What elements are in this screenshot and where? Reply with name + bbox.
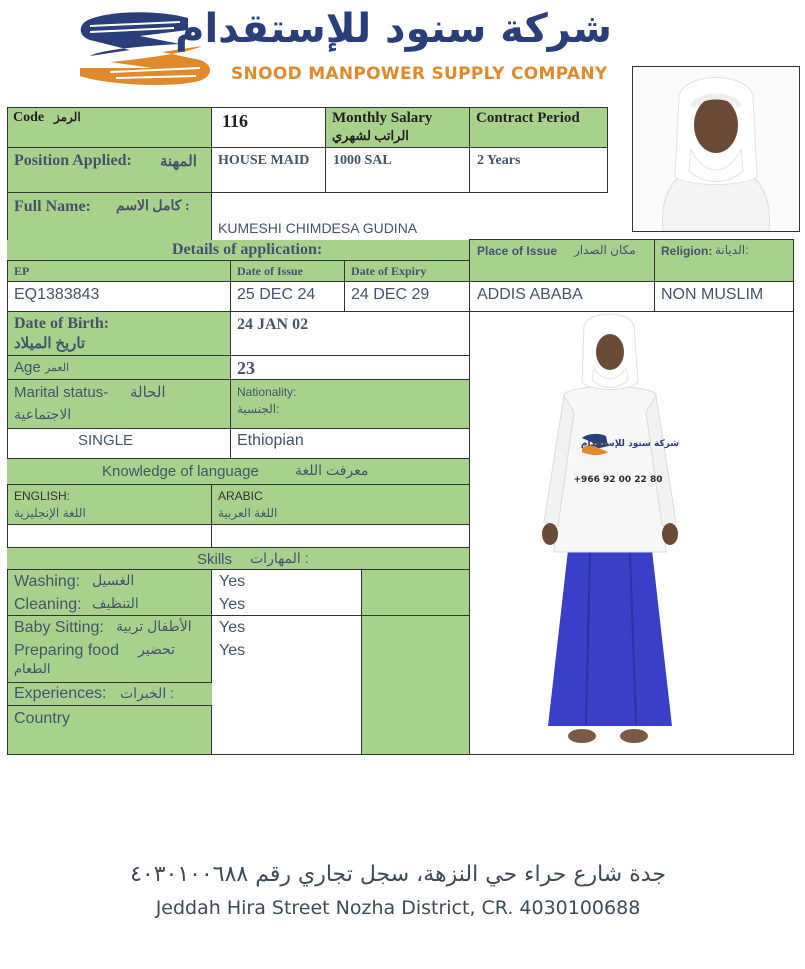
fullname-label: Full Name:	[14, 198, 91, 215]
skills-values-group-1	[211, 569, 362, 616]
fullname-value: KUMESHI CHIMDESA GUDINA	[218, 220, 418, 236]
marital-label: Marital status-	[14, 384, 109, 401]
position-value-cell	[211, 147, 326, 193]
ep-value: EQ1383843	[14, 286, 100, 303]
age-label-cell	[7, 355, 231, 380]
applicant-portrait-photo	[632, 66, 800, 232]
age-label-arabic: العمر	[45, 362, 70, 374]
skill-washing-label: Washing:	[14, 573, 81, 590]
place-label-arabic: مكان الصدار	[574, 243, 636, 257]
dob-value-cell	[230, 311, 470, 356]
nationality-label-arabic: الجنسية:	[237, 402, 280, 416]
code-label: Code	[13, 110, 45, 125]
dob-label-cell	[7, 311, 231, 356]
marital-label-arabic: الحالة	[130, 384, 166, 401]
religion-label-cell	[654, 239, 794, 282]
issue-date-label: Date of Issue	[237, 264, 303, 278]
details-title: Details of application:	[172, 241, 323, 258]
marital-value: SINGLE	[78, 432, 134, 449]
nationality-label-cell	[230, 379, 470, 429]
issue-date-label-cell	[230, 260, 345, 282]
age-label: Age	[14, 359, 41, 376]
code-label-arabic: الرمز	[54, 110, 81, 124]
period-value: 2 Years	[477, 153, 521, 168]
skill-cooking-label: Preparing food	[14, 642, 119, 659]
skills-labels-group-2	[7, 615, 212, 683]
religion-value-cell	[654, 281, 794, 312]
religion-label-arabic: الديانة:	[715, 243, 749, 257]
marital-value-cell	[7, 428, 231, 459]
experiences-title-arabic: الخبرات :	[120, 685, 174, 701]
arabic-label: ARABIC	[218, 489, 263, 503]
issue-date-value-cell	[230, 281, 345, 312]
english-label-cell	[7, 484, 212, 525]
salary-label: Monthly Salary	[332, 110, 433, 126]
ep-label: EP	[14, 264, 30, 278]
english-value-cell	[7, 524, 212, 548]
religion-value: NON MUSLIM	[661, 286, 764, 303]
fullname-label-cell	[7, 192, 212, 240]
company-name-arabic: شركة سنود للإستقدام	[175, 6, 612, 52]
skills-title-arabic: المهارات :	[250, 550, 309, 566]
place-label-cell	[469, 239, 655, 282]
position-label: Position Applied:	[14, 152, 132, 169]
skills-labels-group-1	[7, 569, 212, 616]
expiry-date-value: 24 DEC 29	[351, 286, 430, 303]
footer-address-english: Jeddah Hira Street Nozha District, CR. 4030100688	[155, 897, 641, 919]
expiry-date-label-cell	[344, 260, 470, 282]
skill-babysitting-label: Baby Sitting:	[14, 619, 104, 636]
salary-value: 1000 SAL	[333, 153, 392, 168]
skill-cleaning-label-arabic: التنظيف	[92, 595, 139, 611]
code-label-cell	[7, 107, 212, 148]
place-label: Place of Issue	[477, 244, 558, 258]
skills-values-group-2	[211, 615, 362, 755]
company-name-english: SNOOD MANPOWER SUPPLY COMPANY	[231, 64, 608, 84]
arabic-label-arabic: اللغة العربية	[218, 506, 278, 520]
code-value-cell	[211, 107, 326, 148]
language-title-bar	[7, 459, 470, 485]
skill-cooking-label-arabic: تحضير	[138, 641, 176, 657]
experiences-title: Experiences:	[14, 685, 107, 702]
skill-washing-value: Yes	[219, 573, 246, 590]
code-value: 116	[222, 111, 249, 131]
details-title-bar	[7, 240, 470, 260]
skills-title: Skills	[197, 551, 233, 568]
position-label-arabic: المهنة	[160, 154, 197, 170]
salary-value-cell	[325, 147, 470, 193]
issue-date-value: 25 DEC 24	[237, 286, 316, 303]
skill-babysitting-value: Yes	[219, 619, 246, 636]
english-label-arabic: اللغة الإنجليزية	[14, 506, 86, 520]
skill-washing-label-arabic: الغسيل	[92, 572, 135, 588]
marital-label-arabic-2: الاجتماعية	[14, 406, 72, 422]
expiry-date-value-cell	[344, 281, 470, 312]
age-value: 23	[237, 358, 255, 378]
arabic-label-cell	[211, 484, 470, 525]
applicant-full-body-photo	[469, 311, 794, 755]
expiry-date-label: Date of Expiry	[351, 264, 427, 278]
place-value: ADDIS ABABA	[477, 286, 583, 303]
skills-title-bar	[7, 548, 470, 570]
skill-cooking-label-arabic-2: الطعام	[14, 661, 51, 676]
period-value-cell	[469, 147, 608, 193]
ep-label-cell	[7, 260, 231, 282]
fullname-value-cell	[211, 192, 470, 240]
salary-label-arabic: الراتب لشهري	[332, 128, 409, 143]
nationality-value-cell	[230, 428, 470, 459]
shirt-brand-text: شركة سنود للإستقدام	[580, 439, 680, 449]
footer-address-arabic: جدة شارع حراء حي النزهة، سجل تجاري رقم ٤٠٣٠١٠٠٦٨٨	[130, 862, 666, 887]
experiences-title-bar	[7, 683, 212, 706]
skills-extra-cell-2	[361, 615, 470, 755]
place-value-cell	[469, 281, 655, 312]
age-value-cell	[230, 355, 470, 380]
language-title-arabic: معرفت اللغة	[295, 462, 369, 478]
ep-value-cell	[7, 281, 231, 312]
english-label: ENGLISH:	[14, 489, 71, 503]
religion-label: Religion:	[661, 244, 713, 258]
period-label-cell	[469, 107, 608, 148]
arabic-value-cell	[211, 524, 470, 548]
skill-cooking-value: Yes	[219, 642, 246, 659]
dob-value: 24 JAN 02	[237, 316, 309, 333]
language-title: Knowledge of language	[102, 463, 259, 480]
skills-extra-cell	[361, 569, 470, 616]
skill-cleaning-value: Yes	[219, 596, 246, 613]
nationality-label: Nationality:	[237, 385, 297, 399]
period-label: Contract Period	[476, 110, 580, 126]
marital-label-cell	[7, 379, 231, 429]
position-value: HOUSE MAID	[218, 153, 310, 168]
dob-label: Date of Birth:	[14, 315, 110, 332]
experiences-country-label: Country	[14, 710, 71, 727]
fullname-label-arabic: كامل الاسم :	[116, 199, 190, 214]
salary-label-cell	[325, 107, 470, 148]
shirt-phone-text: +966 92 00 22 80	[573, 475, 663, 485]
experiences-country-cell	[7, 705, 212, 755]
nationality-value: Ethiopian	[237, 432, 304, 449]
position-label-cell	[7, 147, 212, 193]
dob-label-arabic: تاريخ الميلاد	[14, 336, 86, 352]
skill-cleaning-label: Cleaning:	[14, 596, 82, 613]
skill-babysitting-label-arabic: الأطفال تربية	[116, 618, 192, 634]
